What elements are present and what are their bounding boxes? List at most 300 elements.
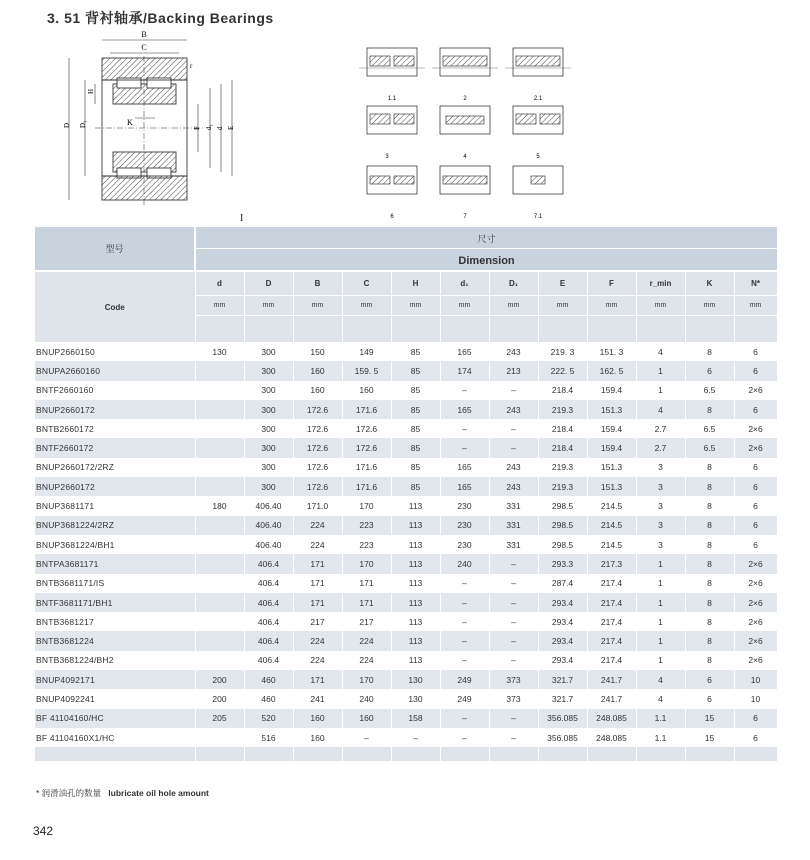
unit-cell: mm	[636, 296, 685, 316]
value-cell: 160	[293, 381, 342, 400]
dim-label-d1: d₁	[205, 124, 213, 130]
value-cell: 160	[293, 709, 342, 728]
value-cell: 171.6	[342, 400, 391, 419]
value-cell: 248.085	[587, 728, 636, 747]
value-cell: –	[391, 728, 440, 747]
value-cell: 321.7	[538, 670, 587, 689]
value-cell: 224	[293, 631, 342, 650]
value-cell: 219.3	[538, 477, 587, 496]
value-cell: 217	[293, 612, 342, 631]
value-cell: 170	[342, 670, 391, 689]
value-cell	[195, 554, 244, 573]
dim-label-D: D	[63, 122, 71, 128]
value-cell: 1	[636, 381, 685, 400]
value-cell: 8	[685, 535, 734, 554]
value-cell: –	[489, 574, 538, 593]
bearing-code-cell: BNUP2660150	[35, 342, 195, 361]
value-cell: 214.5	[587, 535, 636, 554]
col-header: d	[195, 271, 244, 296]
col-header: N*	[734, 271, 777, 296]
value-cell: 174	[440, 361, 489, 380]
value-cell: 8	[685, 651, 734, 670]
value-cell	[195, 535, 244, 554]
value-cell: 300	[244, 361, 293, 380]
value-cell: 6	[685, 361, 734, 380]
bearing-code-cell: BNUP3681224/BH1	[35, 535, 195, 554]
spacer-cell	[391, 747, 440, 761]
value-cell: 293.4	[538, 651, 587, 670]
value-cell: 241.7	[587, 670, 636, 689]
value-cell	[195, 438, 244, 457]
spacer-cell	[342, 316, 391, 343]
value-cell: 300	[244, 438, 293, 457]
value-cell: 1	[636, 554, 685, 573]
value-cell: 2.7	[636, 438, 685, 457]
value-cell: 113	[391, 554, 440, 573]
variant-label-2-1: 2.1	[533, 96, 543, 102]
table-row	[35, 554, 777, 573]
value-cell: 113	[391, 612, 440, 631]
value-cell: 8	[685, 342, 734, 361]
value-cell	[195, 400, 244, 419]
value-cell: 170	[342, 554, 391, 573]
unit-cell: mm	[391, 296, 440, 316]
value-cell	[195, 728, 244, 747]
spacer-cell	[538, 316, 587, 343]
value-cell	[195, 593, 244, 612]
value-cell	[195, 458, 244, 477]
value-cell: 224	[293, 516, 342, 535]
value-cell: 224	[342, 631, 391, 650]
value-cell: 406.4	[244, 574, 293, 593]
value-cell: 217	[342, 612, 391, 631]
value-cell: 1	[636, 361, 685, 380]
value-cell: 8	[685, 554, 734, 573]
dim-label-D1: D₁	[79, 120, 87, 128]
spacer-cell	[293, 747, 342, 761]
value-cell: 218.4	[538, 381, 587, 400]
value-cell: 85	[391, 342, 440, 361]
value-cell	[195, 612, 244, 631]
table-row	[35, 516, 777, 535]
value-cell: 151.3	[587, 400, 636, 419]
value-cell: 165	[440, 458, 489, 477]
value-cell: 217.3	[587, 554, 636, 573]
col-header: B	[293, 271, 342, 296]
spacer-cell	[685, 747, 734, 761]
value-cell: 2×6	[734, 419, 777, 438]
value-cell: 406.4	[244, 554, 293, 573]
table-row	[35, 400, 777, 419]
value-cell: 219.3	[538, 458, 587, 477]
value-cell: 2×6	[734, 631, 777, 650]
value-cell: 8	[685, 477, 734, 496]
col-header: D	[244, 271, 293, 296]
spacer-cell	[587, 316, 636, 343]
value-cell: 172.6	[293, 400, 342, 419]
col-header: E	[538, 271, 587, 296]
value-cell: 151.3	[587, 458, 636, 477]
value-cell	[195, 574, 244, 593]
unit-cell: mm	[244, 296, 293, 316]
value-cell: 3	[636, 477, 685, 496]
bearing-variants-thumbnails	[355, 44, 585, 224]
value-cell: 214.5	[587, 496, 636, 515]
value-cell: 200	[195, 689, 244, 708]
value-cell: 6.5	[685, 381, 734, 400]
value-cell: 241	[293, 689, 342, 708]
value-cell: 6.5	[685, 419, 734, 438]
variant-label-1-1: 1.1	[387, 96, 397, 102]
value-cell: 223	[342, 516, 391, 535]
value-cell: 300	[244, 419, 293, 438]
value-cell: 243	[489, 477, 538, 496]
value-cell	[195, 651, 244, 670]
code-header-cn: 型号	[35, 227, 195, 271]
value-cell: 243	[489, 342, 538, 361]
value-cell: 172.6	[342, 419, 391, 438]
value-cell: 1	[636, 593, 685, 612]
page-title: 3. 51 背衬轴承/Backing Bearings	[47, 10, 274, 26]
value-cell: 217.4	[587, 593, 636, 612]
value-cell: 160	[293, 728, 342, 747]
value-cell: –	[489, 438, 538, 457]
value-cell: 249	[440, 689, 489, 708]
value-cell: 293.4	[538, 593, 587, 612]
col-header: r_min	[636, 271, 685, 296]
value-cell: 300	[244, 458, 293, 477]
value-cell: –	[440, 574, 489, 593]
value-cell: 222. 5	[538, 361, 587, 380]
bearing-table	[35, 227, 778, 761]
value-cell: 2×6	[734, 612, 777, 631]
value-cell: 373	[489, 689, 538, 708]
value-cell: 165	[440, 342, 489, 361]
bearing-section-diagram	[55, 28, 240, 213]
value-cell: 171	[293, 670, 342, 689]
spacer-cell	[734, 747, 777, 761]
value-cell: 2×6	[734, 593, 777, 612]
value-cell: –	[440, 438, 489, 457]
value-cell: 1	[636, 574, 685, 593]
spacer-cell	[244, 316, 293, 343]
code-header-en: Code	[35, 271, 195, 342]
spacer-cell	[244, 747, 293, 761]
value-cell: 4	[636, 342, 685, 361]
value-cell: 113	[391, 535, 440, 554]
unit-cell: mm	[489, 296, 538, 316]
value-cell: 293.4	[538, 612, 587, 631]
variant-label-4: 4	[463, 154, 467, 160]
bearing-code-cell: BNUP3681171	[35, 496, 195, 515]
value-cell: 85	[391, 400, 440, 419]
value-cell: –	[440, 593, 489, 612]
unit-cell: mm	[293, 296, 342, 316]
value-cell: 85	[391, 477, 440, 496]
value-cell: 224	[342, 651, 391, 670]
unit-cell: mm	[195, 296, 244, 316]
value-cell: 218.4	[538, 419, 587, 438]
value-cell: 373	[489, 670, 538, 689]
value-cell: 230	[440, 535, 489, 554]
value-cell: 520	[244, 709, 293, 728]
table-row	[35, 612, 777, 631]
value-cell	[195, 631, 244, 650]
value-cell: 113	[391, 631, 440, 650]
value-cell: 218.4	[538, 438, 587, 457]
value-cell: 165	[440, 477, 489, 496]
value-cell: 6	[734, 516, 777, 535]
spacer-cell	[636, 316, 685, 343]
value-cell: 6	[734, 496, 777, 515]
variant-label-7: 7	[463, 214, 467, 220]
value-cell: 113	[391, 516, 440, 535]
unit-cell: mm	[342, 296, 391, 316]
value-cell: –	[440, 381, 489, 400]
value-cell: 2×6	[734, 651, 777, 670]
value-cell: 214.5	[587, 516, 636, 535]
variant-label-6: 6	[390, 214, 394, 220]
value-cell: 149	[342, 342, 391, 361]
value-cell: 331	[489, 516, 538, 535]
bearing-code-cell: BNTPA3681171	[35, 554, 195, 573]
value-cell: 205	[195, 709, 244, 728]
value-cell: 6	[734, 535, 777, 554]
value-cell: 356.085	[538, 728, 587, 747]
value-cell: 4	[636, 670, 685, 689]
value-cell: 6	[734, 477, 777, 496]
value-cell: 406.4	[244, 651, 293, 670]
value-cell: 171	[293, 593, 342, 612]
value-cell: 159. 5	[342, 361, 391, 380]
value-cell: 240	[342, 689, 391, 708]
value-cell: –	[342, 728, 391, 747]
table-row	[35, 631, 777, 650]
value-cell: –	[489, 709, 538, 728]
value-cell: 406.40	[244, 516, 293, 535]
value-cell: 240	[440, 554, 489, 573]
col-header: C	[342, 271, 391, 296]
spacer-cell	[587, 747, 636, 761]
bearing-code-cell: BNTB3681171/IS	[35, 574, 195, 593]
spacer-cell	[489, 747, 538, 761]
bearing-code-cell: BNTF2660160	[35, 381, 195, 400]
value-cell: 171	[293, 574, 342, 593]
value-cell: 3	[636, 516, 685, 535]
value-cell: 160	[342, 381, 391, 400]
value-cell: 298.5	[538, 516, 587, 535]
value-cell: 151.3	[587, 477, 636, 496]
value-cell: –	[440, 631, 489, 650]
col-header: d₁	[440, 271, 489, 296]
table-row	[35, 438, 777, 457]
value-cell: 219. 3	[538, 342, 587, 361]
spacer-cell	[195, 316, 244, 343]
value-cell: 130	[195, 342, 244, 361]
value-cell: 8	[685, 516, 734, 535]
value-cell: 298.5	[538, 496, 587, 515]
dimension-header-en: Dimension	[195, 249, 777, 272]
value-cell: 243	[489, 458, 538, 477]
value-cell: 171	[293, 554, 342, 573]
value-cell: 6.5	[685, 438, 734, 457]
figure-numeral: I	[240, 213, 244, 224]
value-cell: 171.6	[342, 477, 391, 496]
value-cell: 331	[489, 496, 538, 515]
value-cell: –	[489, 381, 538, 400]
bearing-code-cell: BNTB3681224/BH2	[35, 651, 195, 670]
table-row	[35, 709, 777, 728]
table-tail-row	[35, 747, 777, 761]
value-cell: –	[489, 728, 538, 747]
table-row	[35, 419, 777, 438]
value-cell: 8	[685, 593, 734, 612]
unit-cell: mm	[685, 296, 734, 316]
value-cell: 241.7	[587, 689, 636, 708]
value-cell: 3	[636, 496, 685, 515]
value-cell: –	[489, 612, 538, 631]
bearing-code-cell: BNUP3681224/2RZ	[35, 516, 195, 535]
bearing-code-cell: BNTF2660172	[35, 438, 195, 457]
value-cell: 180	[195, 496, 244, 515]
value-cell: 406.40	[244, 535, 293, 554]
value-cell: 8	[685, 400, 734, 419]
bearing-code-cell: BNTB3681224	[35, 631, 195, 650]
value-cell	[195, 361, 244, 380]
col-header: K	[685, 271, 734, 296]
value-cell: 162. 5	[587, 361, 636, 380]
dim-label-C: C	[141, 43, 147, 52]
value-cell: 406.4	[244, 593, 293, 612]
value-cell: 217.4	[587, 612, 636, 631]
value-cell: 151. 3	[587, 342, 636, 361]
spacer-cell	[636, 747, 685, 761]
value-cell: 1	[636, 612, 685, 631]
bearing-code-cell: BNTF3681171/BH1	[35, 593, 195, 612]
table-row	[35, 728, 777, 747]
value-cell: 172.6	[293, 438, 342, 457]
table-row	[35, 496, 777, 515]
value-cell: 224	[293, 651, 342, 670]
dim-label-F: F	[193, 126, 201, 130]
value-cell: 171	[342, 574, 391, 593]
value-cell: 406.40	[244, 496, 293, 515]
value-cell: 159.4	[587, 381, 636, 400]
bearing-code-cell: BNUP2660172	[35, 477, 195, 496]
dim-label-H: H	[87, 88, 95, 94]
value-cell: 300	[244, 342, 293, 361]
value-cell: 516	[244, 728, 293, 747]
value-cell: 2.7	[636, 419, 685, 438]
value-cell: 85	[391, 361, 440, 380]
value-cell: 460	[244, 689, 293, 708]
value-cell: –	[440, 728, 489, 747]
value-cell: 217.4	[587, 631, 636, 650]
value-cell: 171.0	[293, 496, 342, 515]
table-row	[35, 670, 777, 689]
col-header: H	[391, 271, 440, 296]
variant-label-3: 3	[385, 154, 389, 160]
value-cell: 287.4	[538, 574, 587, 593]
unit-cell: mm	[587, 296, 636, 316]
unit-cell: mm	[734, 296, 777, 316]
value-cell: 85	[391, 381, 440, 400]
value-cell: 230	[440, 496, 489, 515]
unit-cell: mm	[538, 296, 587, 316]
bearing-code-cell: BNTB2660172	[35, 419, 195, 438]
spacer-cell	[685, 316, 734, 343]
spacer-cell	[489, 316, 538, 343]
value-cell: 219.3	[538, 400, 587, 419]
table-row	[35, 361, 777, 380]
value-cell: –	[489, 631, 538, 650]
value-cell: –	[489, 593, 538, 612]
value-cell: 170	[342, 496, 391, 515]
dim-label-E: E	[227, 125, 235, 130]
value-cell: 150	[293, 342, 342, 361]
spacer-cell	[440, 316, 489, 343]
value-cell: 113	[391, 496, 440, 515]
value-cell: 6	[734, 709, 777, 728]
bearing-code-cell: BF 41104160X1/HC	[35, 728, 195, 747]
value-cell: 217.4	[587, 651, 636, 670]
dim-label-B: B	[141, 30, 147, 39]
value-cell: 406.4	[244, 631, 293, 650]
footnote-en: lubricate oil hole amount	[108, 788, 209, 798]
value-cell: 159.4	[587, 419, 636, 438]
table-row	[35, 458, 777, 477]
value-cell: 8	[685, 496, 734, 515]
value-cell: 130	[391, 670, 440, 689]
value-cell: –	[489, 419, 538, 438]
value-cell: 113	[391, 651, 440, 670]
value-cell: 300	[244, 400, 293, 419]
bearing-code-cell: BF 41104160/HC	[35, 709, 195, 728]
value-cell: 3	[636, 458, 685, 477]
value-cell: 15	[685, 728, 734, 747]
dimension-header-cn: 尺寸	[195, 227, 777, 249]
value-cell: 2×6	[734, 438, 777, 457]
value-cell: 172.6	[293, 477, 342, 496]
value-cell: 4	[636, 689, 685, 708]
col-header: D₁	[489, 271, 538, 296]
footnote	[36, 787, 209, 799]
footnote-cn: * 润滑油孔的数量	[36, 788, 102, 798]
bearing-code-cell: BNUP4092171	[35, 670, 195, 689]
value-cell: 130	[391, 689, 440, 708]
value-cell: 159.4	[587, 438, 636, 457]
bearing-code-cell: BNUP4092241	[35, 689, 195, 708]
value-cell: 171.6	[342, 458, 391, 477]
value-cell: 293.4	[538, 631, 587, 650]
value-cell: 6	[734, 458, 777, 477]
value-cell: 6	[734, 361, 777, 380]
variant-label-2: 2	[463, 96, 467, 102]
value-cell: 8	[685, 631, 734, 650]
variant-label-7-1: 7.1	[533, 214, 543, 220]
value-cell: 2×6	[734, 554, 777, 573]
bearing-code-cell: BNUPA2660160	[35, 361, 195, 380]
value-cell: 165	[440, 400, 489, 419]
bearing-code-cell: BNUP2660172	[35, 400, 195, 419]
value-cell: 300	[244, 477, 293, 496]
value-cell: 160	[342, 709, 391, 728]
value-cell: 172.6	[293, 458, 342, 477]
table-row	[35, 593, 777, 612]
value-cell: 243	[489, 400, 538, 419]
value-cell: 1.1	[636, 709, 685, 728]
value-cell: 10	[734, 670, 777, 689]
